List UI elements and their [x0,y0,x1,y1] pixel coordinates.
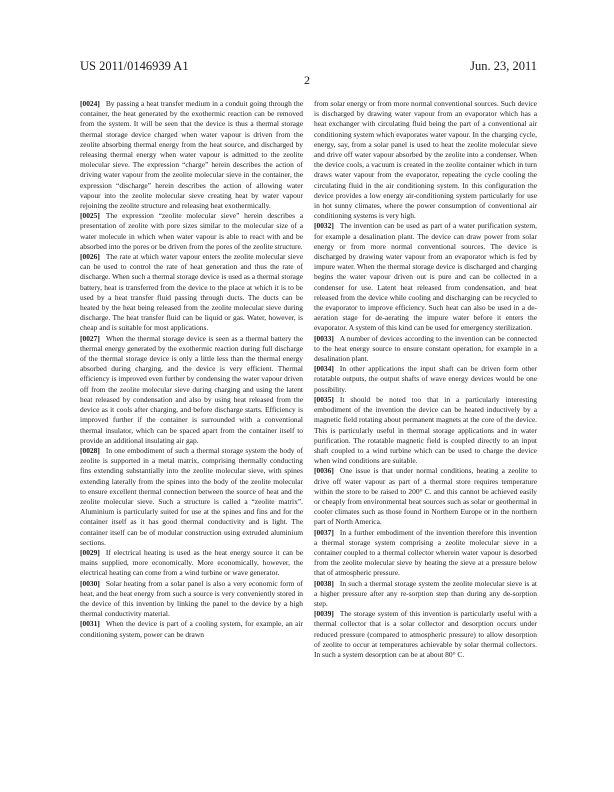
paragraph-number: [0039] [314,609,334,619]
paragraph-number: [0024] [80,99,100,108]
paragraph-text: In other applications the input shaft can be driven form other rotatable outputs, the output shafts of wave energy devices would be one possibility. [314,364,537,394]
paragraph-0035 [314,395,537,466]
paragraph-number: [0036] [314,466,334,476]
left-column [80,99,303,640]
paragraph-text: In such a thermal storage system the zeolite molecular sieve is at a higher pressure after any re-sorption step than during any de-sorption step. [314,578,537,608]
paragraph-text: It should be noted too that in a particularly interesting embodiment of the invention the device can be heated inductively by a magnetic field rotating about permanent magnets at the core of the device. This is particularly useful in thermal storage applications and in water purification. The rotatable magnetic field is coupled directly to an input shaft coupled to a wind turbine which can be used to charge the device when wind conditions are suitable. [314,394,537,466]
paragraph-number: [0030] [80,578,100,588]
paragraph-text: A number of devices according to the invention can be connected to the heat energy source to ensure constant operation, for example in a desalination plant. [314,333,537,364]
paragraph-number: [0031] [80,619,100,629]
paragraph-number: [0029] [80,547,100,557]
paragraph-number: [0038] [314,578,334,588]
paragraph-number: [0026] [80,252,100,262]
paragraph-0036 [314,466,537,527]
paragraph-0024 [80,99,303,211]
paragraph-0031-continued [314,99,537,221]
paragraph-number: [0025] [80,211,100,221]
paragraph-text: When the thermal storage device is seen as a thermal battery the thermal energy generated by the exothermic reaction during full discharge of the thermal storage device is only a little less than the thermal energy absorbed during charging, and the device is very efficient. Thermal efficiency is improved even further by condensing the water vapour driven off from the zeolite molecular sieve during charging and using the latent heat released by condensation and also by using heat released from the device as it cools after charging, and before discharge starts. Efficiency is improved further if the container is surrounded with a conventional thermal insulator, which can be spaced apart from the container itself to provide an additional insulating air gap. [80,333,303,445]
publication-number: US 2011/0146939 A1 [80,59,189,73]
publication-date: Jun. 23, 2011 [470,59,537,73]
paragraph-number: [0032] [314,221,334,231]
paragraph-text: If electrical heating is used as the heat energy source it can be mains supplied, more economically. More economically, however, the electrical heating can come from a wind turbine or wave generator. [80,547,303,578]
paragraph-text: In a further embodiment of the invention therefore this invention a thermal storage system comprising a zeolite molecular sieve in a container coupled to a thermal collector wherein water vapour is desorbed from the zeolite molecular sieve by heating the sieve at a pressure below that of atmospheric pressure. [314,527,537,578]
paragraph-text: By passing a heat transfer medium in a conduit going through the container, the heat generated by the exothermic reaction can be removed from the system. It will be seen that the device is thus a thermal storage thermal storage device charged when water vapour is driven from the zeolite absorbing thermal energy from the heat source, and discharged by releasing thermal energy when water vapour is admitted to the zeolite molecular sieve. The expression “charge” herein describes the action of driving water vapour from the zeolite molecular sieve in the container, the expression “discharge” herein describes the action of allowing water vapour into the zeolite molecular sieve creating heat by water vapour rejoining the zeolite structure and releasing heat exothermically. [80,99,303,211]
paragraph-0033 [314,334,537,365]
paragraph-0031 [80,619,303,639]
paragraph-0039 [314,609,537,660]
paragraph-0028 [80,446,303,548]
paragraph-0025 [80,211,303,252]
right-column [314,99,537,660]
paragraph-text: Solar heating from a solar panel is also a very economic form of heat, and the heat energy from such a source is very conveniently stored in the device of this invention by linking the panel to the device by a high thermal conductivity material. [80,578,303,619]
paragraph-text: from solar energy or from more normal conventional sources. Such device is discharged by drawing water vapour from an evaporator which has a heat exchanger with circulating fluid being the part of a conventional air conditioning system which evaporates water vapour. In the charging cycle, energy, say, from a solar panel is used to heat the zeolite molecular sieve and drive off water vapour absorbed by the zeolite into a condenser. When the device cools, a vacuum is created in the zeolite container which in turn draws water vapour from the evaporator, repeating the cycle cooling the circulating fluid in the air conditioning system. In this configuration the device provides a low energy air-conditioning system particularly for use in hot sunny climates, where the power consumption of conventional air conditioning systems is very high. [314,99,537,221]
paragraph-number: [0034] [314,364,334,374]
paragraph-text: When the device is part of a cooling system, for example, an air conditioning system, power can be drawn [80,619,303,639]
paragraph-0034 [314,364,537,395]
paragraph-0027 [80,334,303,446]
paragraph-0029 [80,548,303,579]
paragraph-number: [0033] [314,333,334,343]
paragraph-number: [0028] [80,445,100,455]
paragraph-text: The storage system of this invention is particularly useful with a thermal collector that is a solar collector and desorption occurs under reduced pressure (compared to atmospheric pressure) to allow desorption of zeolite to occur at temperatures achievable by solar thermal collectors. In such a system desorption can be at about 80° C. [314,609,537,659]
paragraph-number: [0037] [314,527,334,537]
paragraph-text: The expression “zeolite molecular sieve” herein describes a presentation of zeolite with pore sizes similar to the molecular size of a water molecule in which when water vapour is able to react with and be absorbed into the pores or be driven from the pores of the zeolite structure. [80,211,303,251]
page-number: 2 [304,73,310,87]
paragraph-text: In one embodiment of such a thermal storage system the body of zeolite is supported in a metal matrix, comprising thermally conducting fins extending substantially into the zeolite molecular sieve, with spines extending laterally from the spines into the body of the zeolite molecular to ensure excellent thermal connection between the source of heat and the zeolite molecular sieve. Such a structure is called a “zeolite matrix”. Aluminium is particularly suited for use at the spines and fins and for the container itself as it has good thermal conductivity and is light. The container itself can be of modular construction using extruded aluminium sections. [80,445,303,547]
paragraph-text: The invention can be used as part of a water purification system, for example a desalination plant. The device can draw power from solar energy or from more normal conventional sources. The device is discharged by drawing water vapour from an evaporator which is fed by impure water. When the thermal storage device is discharged and charging begins the water vapour driven out is pure and can be collected in a condenser for use. Latent heat released from condensation, and heat released from the device while cooling and discharging can be recycled to the evaporator to improve efficiency. Such heat can also be used in a de-aeration stage for de-aerating the impure water before it enters the evaporator. A system of this kind can be used for emergency sterilization. [314,221,537,333]
paragraph-text: One issue is that under normal conditions, heating a zeolite to drive off water vapour as part of a thermal store requires temperature within the store to be raised to 200° C. and this cannot be achieved easily or cheaply from environmental heat sources such as solar or geothermal in cooler climates such as those found in Northern Europe or in the northern part of North America. [314,466,537,527]
paragraph-0038 [314,579,537,610]
paragraph-0037 [314,528,537,579]
paragraph-0032 [314,221,537,333]
paragraph-0030 [80,579,303,620]
paragraph-0026 [80,252,303,334]
paragraph-text: The rate at which water vapour enters the zeolite molecular sieve can be used to control the rate of heat generation and thus the rate of discharge. When such a thermal storage device is used as a thermal storage battery, heat is transferred from the device to the place at which it is to be used by a heat transfer fluid passing through ducts. The ducts can be heated by the heat being released from the zeolite molecular sieve during discharge. The heat transfer fluid can be liquid or gas. Water, however, is cheap and is suitable for most applications. [80,252,303,333]
paragraph-number: [0035] [314,394,334,404]
paragraph-number: [0027] [80,333,100,343]
